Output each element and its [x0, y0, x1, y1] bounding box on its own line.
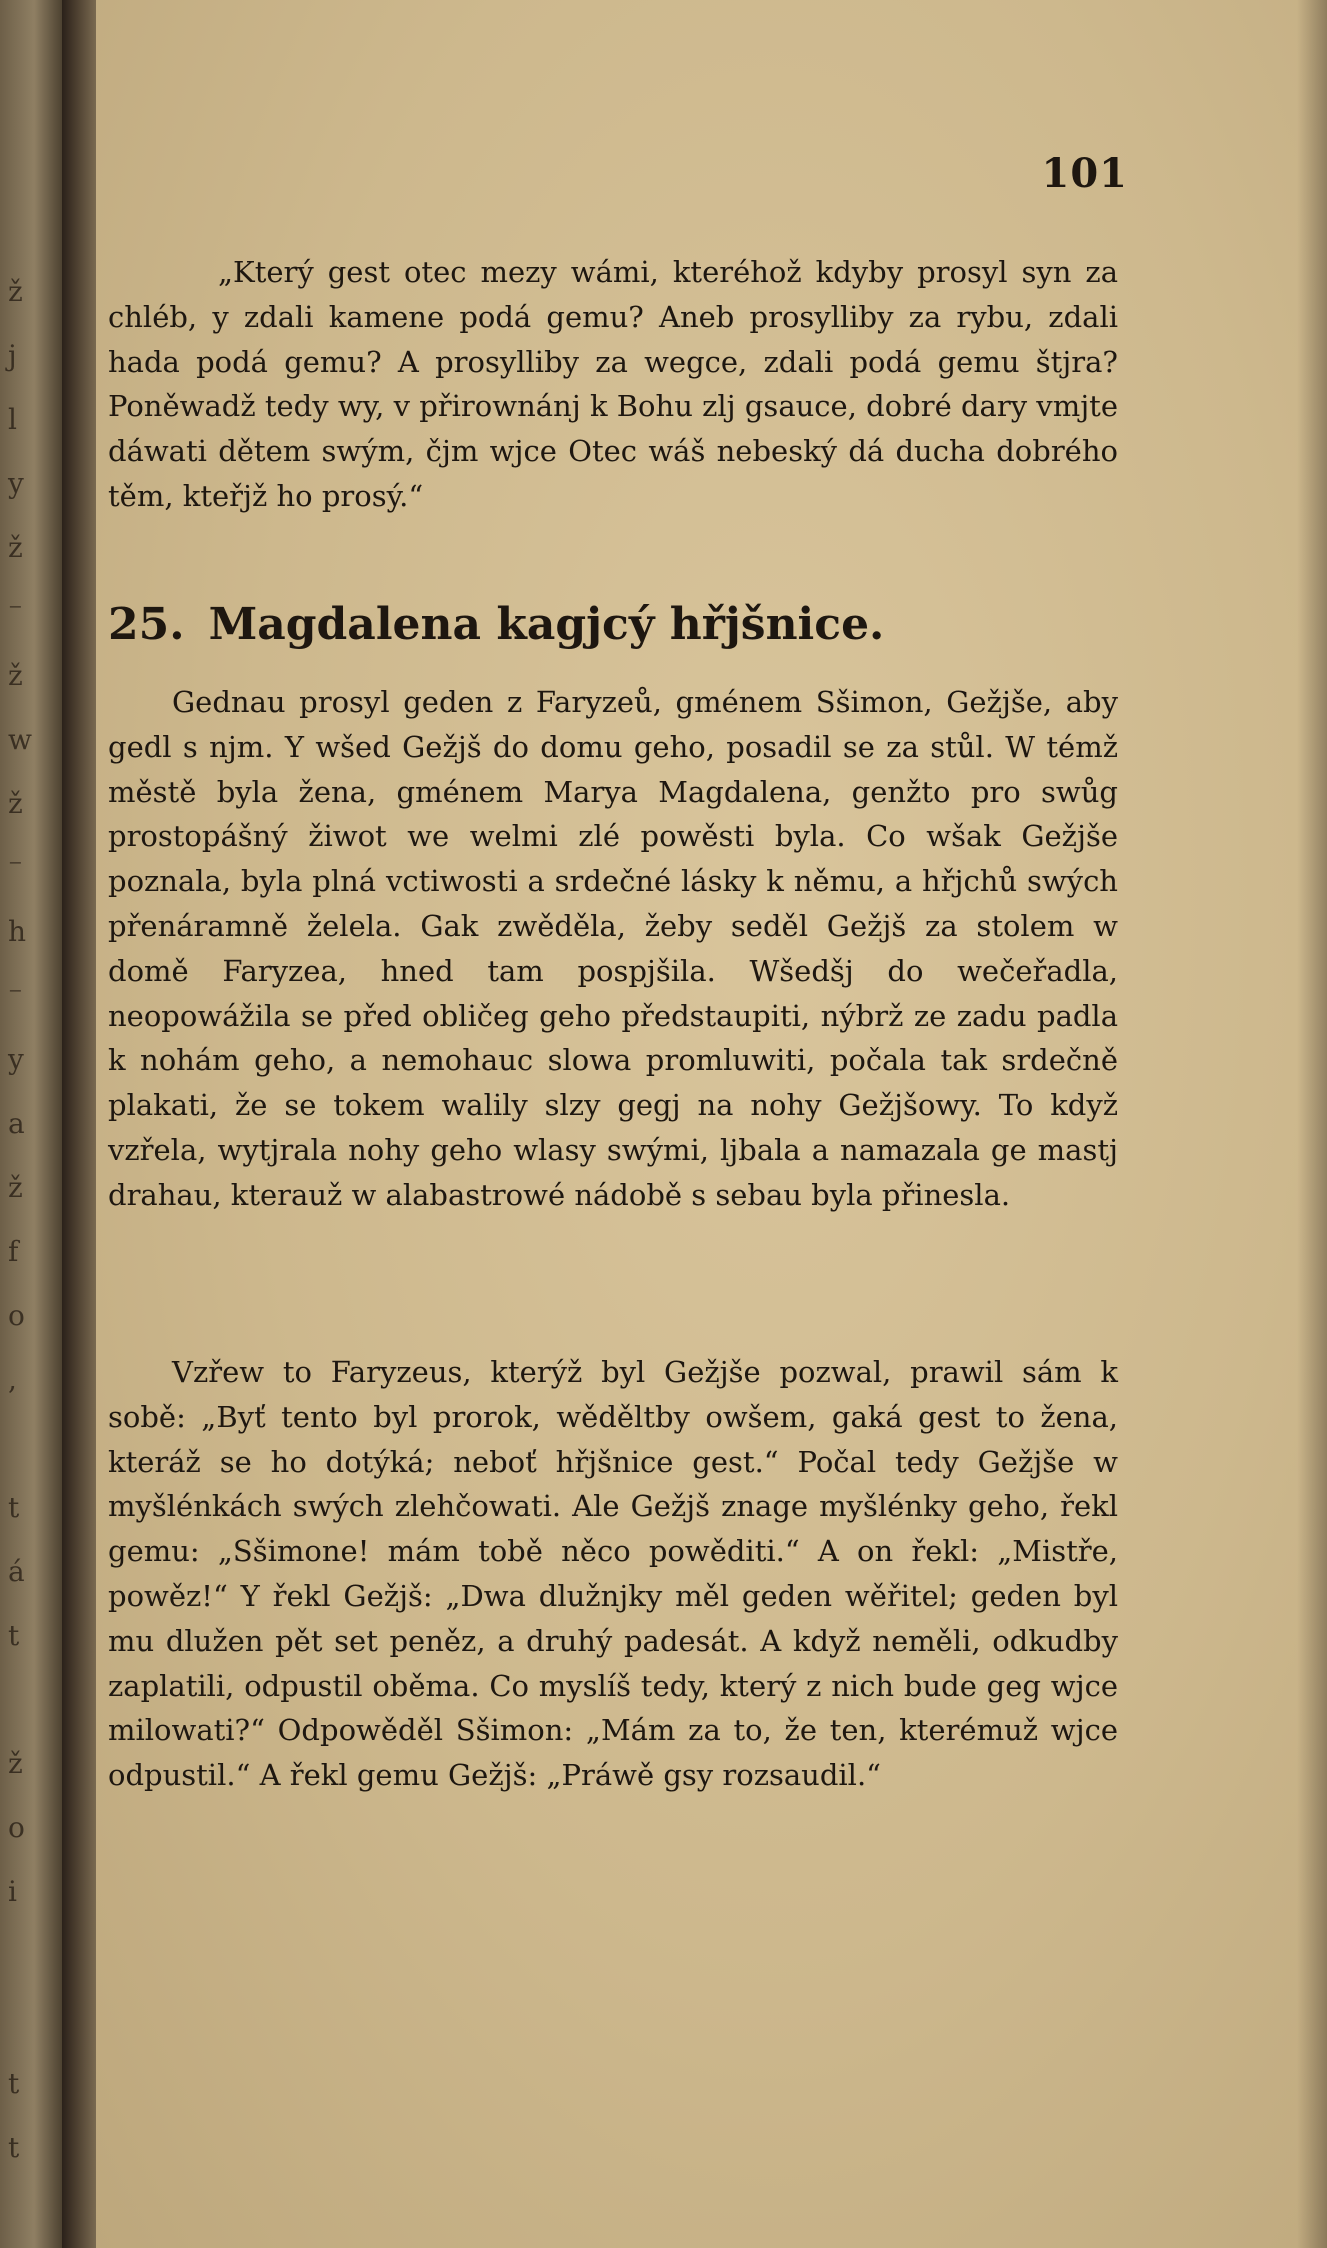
- chapter-heading: [108, 595, 1118, 655]
- facing-page-edge: [0, 0, 62, 2248]
- page-number: 101: [1041, 150, 1128, 197]
- book-page: [96, 0, 1327, 2248]
- book-gutter: [62, 0, 96, 2248]
- paragraph-story-magdalena: Gednau prosyl geden z Faryzeů, gménem Sšimon, Gežjše, aby gedl s njm. Y wšed Gežjš do domu geho, posadil se za stůl. W témž městě byla žena, gménem Marya Magdalena, genžto pro swůg prostopášný žiwot we welmi zlé powěsti byla. Co wšak Gežjše poznala, byla plná vctiwosti a srdečné lásky k němu, a hřjchů swých přenáramně želela. Gak zwěděla, žeby seděl Gežjš za stolem w domě Faryzea, hned tam pospjšila. Wšedšj do wečeřadla, neopowážila se před obličeg geho předstaupiti, nýbrž ze zadu padla k nohám geho, a nemohauc slowa promluwiti, počala tak srdečně plakati, že se tokem walily slzy gegj na nohy Gežjšowy. To když vzřela, wytjrala nohy geho wlasy swými, ljbala a namazala ge mastj drahau, kterauž w alabastrowé nádobě s sebau byla přinesla.: [108, 685, 1118, 1212]
- chapter-title: Magdalena kagjcý hřjšnice.: [208, 599, 885, 650]
- facing-page-text-fragments: ž j l y ž ⁻ ž w ž ⁻ h ⁻ y a ž f o , t á t ž o i t t: [8, 275, 32, 2164]
- chapter-number: 25.: [108, 599, 185, 650]
- page-edge-shadow: [1297, 0, 1327, 2248]
- paragraph-story-pharisee: Vzřew to Faryzeus, kterýž byl Gežjše pozwal, prawil sám k sobě: „Byť tento byl prorok, wěděltby owšem, gaká gest to žena, kteráž se ho dotýká; neboť hřjšnice gest.“ Počal tedy Gežjše w myšlénkách swých zlehčowati. Ale Gežjš znage myšlénky geho, řekl gemu: „Sšimone! mám tobě něco powěditi.“ A on řekl: „Mistře, powěz!“ Y řekl Gežjš: „Dwa dlužnjky měl geden wěřitel; geden byl mu dlužen pět set peněz, a druhý padesát. A když neměli, odkudby zaplatili, odpustil oběma. Co myslíš tedy, který z nich bude geg wjce milowati?“ Odpowěděl Sšimon: „Mám za to, že ten, kterémuž wjce odpustil.“ A řekl gemu Gežjš: „Práwě gsy rozsaudil.“: [108, 1355, 1118, 1793]
- paragraph-scripture-quote: „Který gest otec mezy wámi, kteréhož kdyby prosyl syn za chléb, y zdali kamene podá gemu? Aneb prosylliby za rybu, zdali hada podá gemu? A prosylliby za wegce, zdali podá gemu štjra? Poněwadž tedy wy, v přirownánj k Bohu zlj gsauce, dobré dary vmjte dáwati dětem swým, čjm wjce Otec wáš nebeský dá ducha dobrého těm, kteřjž ho prosý.“: [108, 255, 1118, 513]
